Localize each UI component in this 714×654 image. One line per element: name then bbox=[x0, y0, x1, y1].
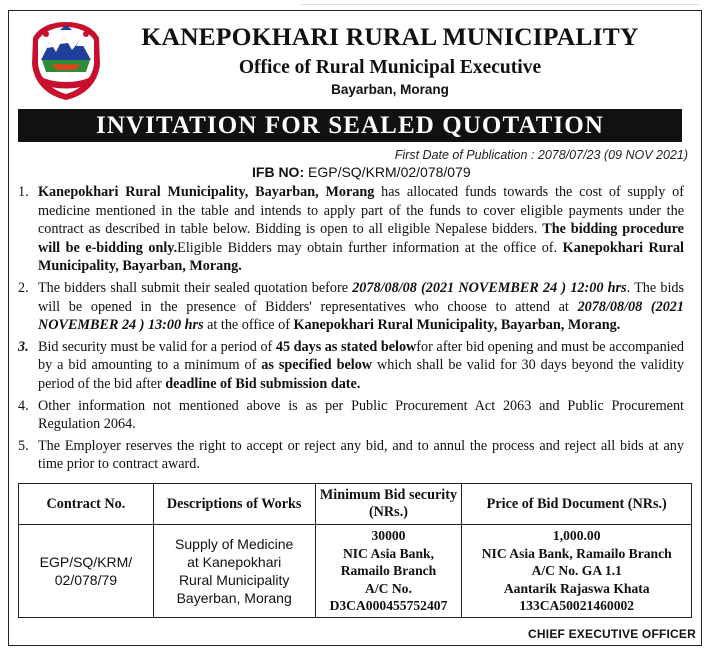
table-header-row bbox=[19, 484, 692, 525]
clause-text bbox=[38, 184, 684, 274]
header-bid-security: Minimum Bid security (NRs.) bbox=[315, 484, 462, 525]
ifb-number bbox=[252, 164, 471, 180]
clause-number: 4. bbox=[18, 397, 29, 414]
clause-emphasis: 2078/08/08 (2021 NOVEMBER 24 ) 13:00 hrs bbox=[38, 298, 684, 334]
notice-title: INVITATION FOR SEALED QUOTATION bbox=[18, 109, 682, 142]
clause-emphasis: The bidding procedure will be e-bidding only. bbox=[38, 221, 684, 256]
cell-line: 30000 bbox=[371, 528, 406, 543]
clause-run: at the office of bbox=[203, 317, 294, 334]
clause-run: Bid security must be valid for a period of bbox=[38, 338, 276, 355]
clause-emphasis: 45 days as stated below bbox=[275, 338, 417, 355]
ifb-label: IFB NO: bbox=[252, 164, 305, 180]
notice-clauses bbox=[14, 183, 684, 477]
ifb-value: EGP/SQ/KRM/02/078/079 bbox=[308, 164, 471, 180]
clause-text bbox=[38, 280, 684, 333]
clause-number: 5. bbox=[18, 437, 29, 454]
cell-line: Aantarik Rajaswa Khata bbox=[503, 580, 650, 596]
clause-emphasis: Kanepokhari Rural Municipality, Bayarban, Morang bbox=[38, 184, 375, 200]
clause-item bbox=[14, 279, 684, 335]
office-name: Office of Rural Municipal Executive bbox=[238, 57, 542, 78]
clause-run: The bidders shall submit their sealed quotation before bbox=[38, 279, 353, 296]
publication-date: First Date of Publication : 2078/07/23 (09 NOV 2021) bbox=[394, 148, 688, 162]
clause-number: 1. bbox=[18, 184, 29, 200]
clause-emphasis: Kanepokhari Rural Municipality, Bayarban, Morang. bbox=[38, 239, 684, 275]
cell-line: D3CA000455752407 bbox=[329, 598, 448, 613]
clause-emphasis: Kanepokhari Rural Municipality, Bayarban, Morang. bbox=[293, 317, 621, 334]
cell-line: NIC Asia Bank, Ramailo Branch bbox=[481, 545, 672, 561]
clause-number: 2. bbox=[18, 279, 29, 296]
nepal-emblem-icon bbox=[28, 20, 104, 102]
clause-run: which shall be valid for 30 days beyond the validity period of the bid after bbox=[38, 357, 684, 392]
clause-run: Other information not mentioned above is as per Public Procurement Act 2063 and Public Procurement Regulation 2064. bbox=[38, 397, 684, 433]
cell-line: Rural Municipality bbox=[178, 571, 290, 588]
clause-run: The Employer reserves the right to accept or reject any bid, and to annul the process and reject all bids at any time prior to contract award. bbox=[38, 437, 684, 473]
top-rule bbox=[300, 4, 700, 5]
clause-emphasis: deadline of Bid submission date. bbox=[165, 375, 361, 392]
cell-line: 133CA50021460002 bbox=[519, 598, 635, 613]
clause-text bbox=[38, 339, 684, 392]
cell-line: A/C No. GA 1.1 bbox=[531, 563, 622, 578]
cell-description bbox=[153, 525, 315, 618]
clause-run: . The bids will be opened in the presence of Bidders' representatives who choose to attend at bbox=[38, 279, 684, 315]
clause-item bbox=[14, 183, 684, 276]
header-contract-no: Contract No. bbox=[19, 484, 154, 525]
cell-line: 1,000.00 bbox=[552, 528, 601, 543]
municipality-name: KANEPOKHARI RURAL MUNICIPALITY bbox=[141, 22, 639, 51]
cell-line: A/C No. bbox=[365, 580, 412, 596]
clause-run: for after bid opening and must be accompanied by a bid amounting to a minimum of bbox=[38, 338, 685, 374]
cell-line: Bayerban, Morang bbox=[176, 589, 292, 606]
clause-item bbox=[14, 338, 684, 394]
clause-item bbox=[14, 437, 684, 474]
cell-line: NIC Asia Bank, bbox=[342, 545, 434, 561]
signatory-title: CHIEF EXECUTIVE OFFICER bbox=[528, 627, 696, 641]
header-description: Descriptions of Works bbox=[153, 484, 315, 525]
cell-line: 02/078/79 bbox=[54, 571, 118, 588]
cell-line: Ramailo Branch bbox=[340, 563, 437, 578]
clause-text bbox=[38, 398, 684, 433]
cell-line: Supply of Medicine bbox=[175, 535, 294, 552]
cell-line: EGP/SQ/KRM/ bbox=[39, 553, 133, 570]
table-row bbox=[19, 525, 692, 618]
cell-line: at Kanepokhari bbox=[187, 553, 282, 570]
cell-contract-no bbox=[19, 525, 154, 618]
contract-table bbox=[18, 483, 692, 618]
header-document-price: Price of Bid Document (NRs.) bbox=[462, 484, 692, 525]
clause-item bbox=[14, 397, 684, 434]
clause-run: has allocated funds towards the cost of supply of medicine mentioned in the table and intends to apply part of the funds to cover eligible payments under the contract as described in table below. Bidding is open to all eligible Nepalese bidders. bbox=[38, 184, 684, 238]
clause-run: Eligible Bidders may obtain further information at the office of. bbox=[177, 239, 563, 256]
cell-document-price bbox=[462, 525, 692, 618]
clause-emphasis: as specified below bbox=[261, 357, 373, 374]
clause-text bbox=[38, 438, 684, 473]
clause-number: 3. bbox=[18, 338, 29, 355]
office-address: Bayarban, Morang bbox=[331, 82, 449, 97]
clause-emphasis: 2078/08/08 (2021 NOVEMBER 24 ) 12:00 hrs bbox=[352, 279, 627, 296]
cell-bid-security bbox=[315, 525, 462, 618]
